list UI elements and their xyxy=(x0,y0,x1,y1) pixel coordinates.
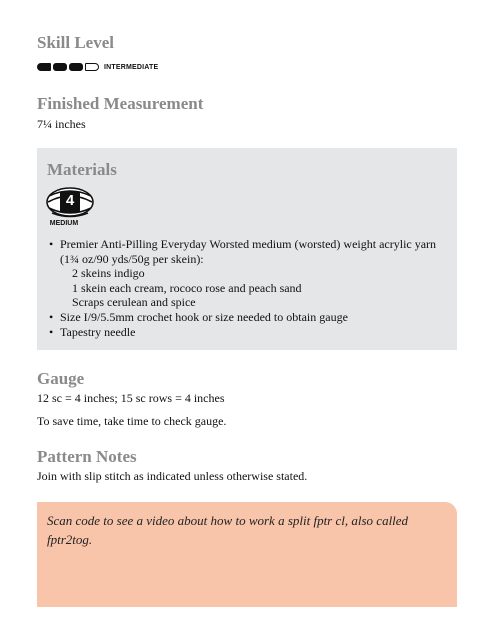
yarn-weight-label: MEDIUM xyxy=(49,220,79,227)
skill-level-indicator xyxy=(37,62,158,72)
yarn-sub-item: 2 skeins indigo xyxy=(72,266,145,281)
gauge-measurement: 12 sc = 4 inches; 15 sc rows = 4 inches xyxy=(37,391,225,405)
gauge-heading: Gauge xyxy=(37,369,85,388)
video-note-box xyxy=(37,502,457,607)
skill-segment-3 xyxy=(69,63,83,71)
finished-measurement-heading: Finished Measurement xyxy=(37,94,204,113)
yarn-sub-item: 1 skein each cream, rococo rose and peach sand xyxy=(72,280,302,295)
list-item xyxy=(47,325,452,340)
finished-measurement-value: 7¼ inches xyxy=(37,117,86,131)
skill-level-label: INTERMEDIATE xyxy=(104,63,159,71)
hook-description: Size I/9/5.5mm crochet hook or size needed to obtain gauge xyxy=(60,309,348,324)
materials-heading: Materials xyxy=(47,160,117,179)
gauge-note: To save time, take time to check gauge. xyxy=(37,414,227,428)
materials-list xyxy=(47,237,452,339)
needle-description: Tapestry needle xyxy=(60,324,136,339)
skill-segment-1 xyxy=(37,63,51,71)
video-note-text: Scan code to see a video about how to work a split fptr cl, also called fptr2tog. xyxy=(47,513,409,547)
materials-box xyxy=(37,148,457,350)
skill-segment-2 xyxy=(53,63,67,71)
yarn-weight-icon xyxy=(45,186,95,232)
yarn-weight-number: 4 xyxy=(65,192,75,209)
skill-level-heading: Skill Level xyxy=(37,33,114,52)
skill-segment-4 xyxy=(85,63,99,71)
pattern-notes-text: Join with slip stitch as indicated unless otherwise stated. xyxy=(37,469,308,483)
yarn-description: Premier Anti-Pilling Everyday Worsted medium (worsted) weight acrylic yarn (1¾ oz/90 yds/50g per skein): xyxy=(60,237,437,266)
pattern-notes-heading: Pattern Notes xyxy=(37,447,137,466)
yarn-sub-item: Scraps cerulean and spice xyxy=(72,295,196,310)
list-item xyxy=(47,310,452,325)
list-item xyxy=(47,237,452,310)
